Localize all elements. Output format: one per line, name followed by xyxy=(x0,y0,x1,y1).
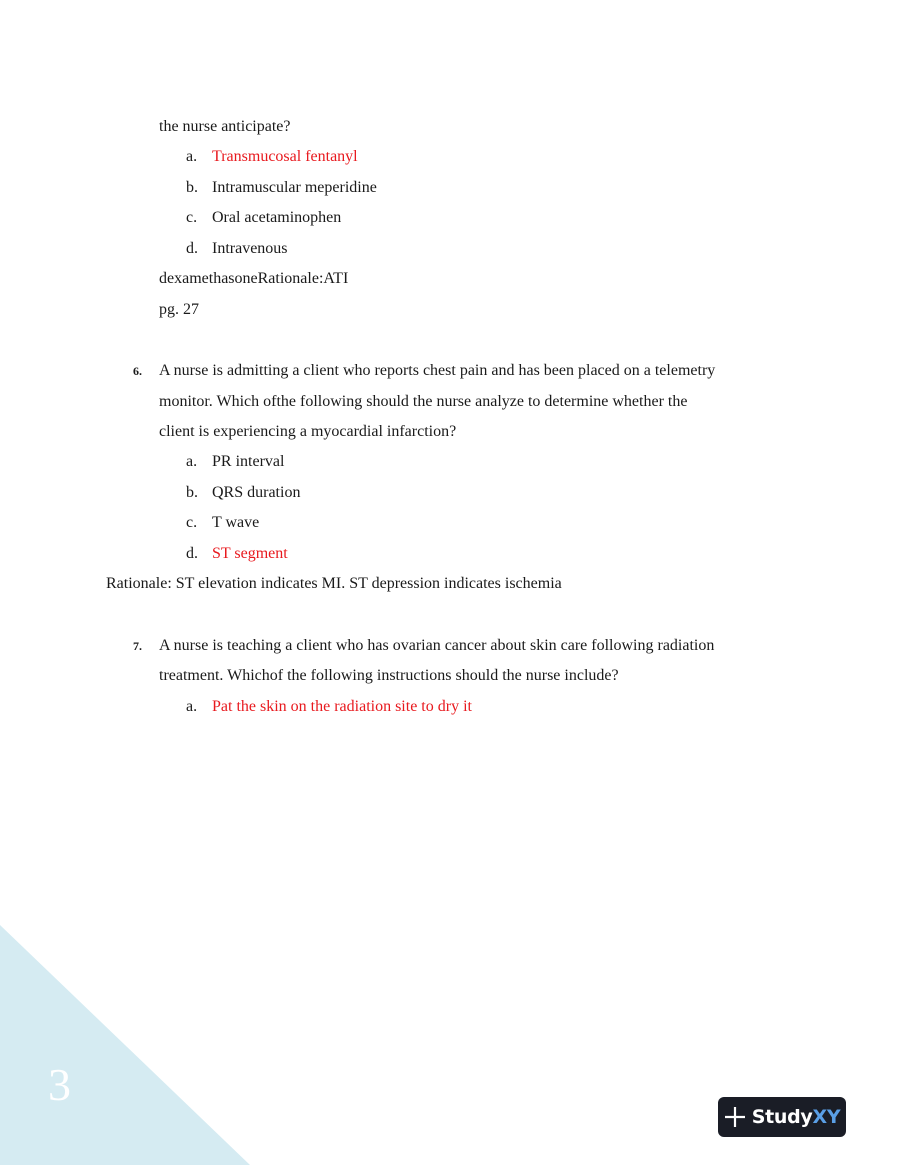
q6-option-b-text: QRS duration xyxy=(212,484,301,501)
page-number: 3 xyxy=(48,1059,71,1110)
logo-text-main: Study xyxy=(751,1106,813,1128)
corner-decoration xyxy=(0,925,250,1165)
plus-icon xyxy=(724,1106,746,1128)
studyxy-logo xyxy=(718,1097,846,1137)
q5-option-c-text: Oral acetaminophen xyxy=(212,209,342,226)
q6-number: 6. xyxy=(133,364,142,378)
q7-stem-line2: treatment. Whichof the following instructions should the nurse include? xyxy=(159,667,619,684)
q5-option-a-text: Transmucosal fentanyl xyxy=(212,148,358,165)
logo-text xyxy=(752,1106,841,1128)
q6-option-c-text: T wave xyxy=(212,514,260,531)
q7-number: 7. xyxy=(133,639,142,653)
q6-option-d-letter: d. xyxy=(186,545,198,562)
q6-rationale: Rationale: ST elevation indicates MI. ST depression indicates ischemia xyxy=(106,575,562,592)
q5-option-b-text: Intramuscular meperidine xyxy=(212,179,377,196)
q6-stem-line2: monitor. Which ofthe following should the nurse analyze to determine whether the xyxy=(159,393,688,410)
q6-option-a-letter: a. xyxy=(186,453,198,470)
logo-text-accent: XY xyxy=(812,1106,841,1128)
q5-option-d-text: Intravenous xyxy=(212,240,288,257)
q7-stem-line1: A nurse is teaching a client who has ovarian cancer about skin care following radiation xyxy=(159,637,715,654)
q6-stem-line3: client is experiencing a myocardial infarction? xyxy=(159,423,457,440)
q6-option-c-letter: c. xyxy=(186,514,198,531)
q7-option-a-letter: a. xyxy=(186,698,198,715)
q6-stem-line1: A nurse is admitting a client who reports chest pain and has been placed on a telemetry xyxy=(159,362,716,379)
q6-option-b-letter: b. xyxy=(186,484,198,501)
q5-option-b-letter: b. xyxy=(186,179,198,196)
q5-option-a-letter: a. xyxy=(186,148,198,165)
q5-rationale-line1: dexamethasoneRationale:ATI xyxy=(159,270,349,287)
q5-option-c-letter: c. xyxy=(186,209,198,226)
q5-option-d-letter: d. xyxy=(186,240,198,257)
q7-option-a-text: Pat the skin on the radiation site to dry it xyxy=(212,698,472,715)
q6-option-d-text: ST segment xyxy=(212,545,288,562)
q6-option-a-text: PR interval xyxy=(212,453,285,470)
q5-rationale-line2: pg. 27 xyxy=(159,301,199,318)
q5-stem-end: the nurse anticipate? xyxy=(159,118,291,135)
